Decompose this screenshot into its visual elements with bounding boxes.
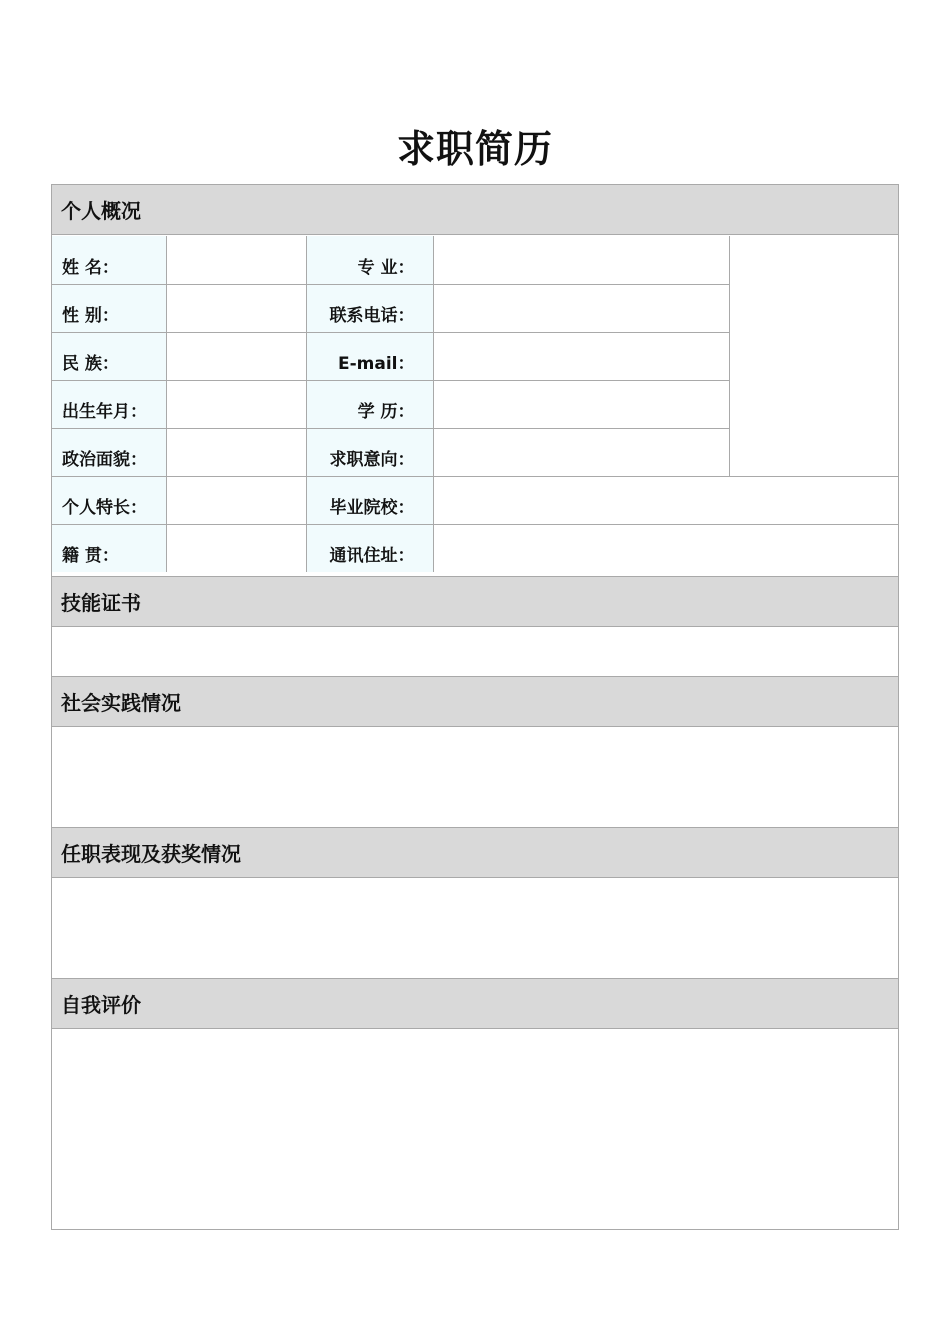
section-header-skills: 技能证书	[52, 576, 898, 627]
field-birth[interactable]	[166, 380, 306, 428]
field-objective[interactable]	[433, 428, 729, 476]
photo-box[interactable]	[729, 236, 898, 476]
section-body-practice[interactable]	[52, 727, 898, 828]
field-ethnicity[interactable]	[166, 332, 306, 380]
label-name: 姓 名：	[52, 236, 166, 284]
field-hometown[interactable]	[166, 524, 306, 572]
section-body-awards[interactable]	[52, 878, 898, 979]
label-hometown: 籍 贯：	[52, 524, 166, 572]
label-politics: 政治面貌：	[52, 428, 166, 476]
field-email[interactable]	[433, 332, 729, 380]
field-name[interactable]	[166, 236, 306, 284]
field-politics[interactable]	[166, 428, 306, 476]
field-gender[interactable]	[166, 284, 306, 332]
label-address: 通讯住址：	[306, 524, 433, 572]
label-specialty: 个人特长：	[52, 476, 166, 524]
field-phone[interactable]	[433, 284, 729, 332]
page-title: 求职简历	[396, 127, 553, 171]
label-education: 学 历：	[306, 380, 433, 428]
label-major: 专 业：	[306, 236, 433, 284]
resume-form	[51, 184, 899, 1230]
label-gender: 性 别：	[52, 284, 166, 332]
field-major[interactable]	[433, 236, 729, 284]
label-ethnicity: 民 族：	[52, 332, 166, 380]
field-education[interactable]	[433, 380, 729, 428]
label-school: 毕业院校：	[306, 476, 433, 524]
field-address[interactable]	[433, 524, 898, 572]
section-body-skills[interactable]	[52, 627, 898, 677]
section-header-self-eval: 自我评价	[52, 979, 898, 1029]
personal-info-table	[52, 236, 898, 572]
label-phone: 联系电话：	[306, 284, 433, 332]
section-header-practice: 社会实践情况	[52, 677, 898, 727]
field-specialty[interactable]	[166, 476, 306, 524]
section-header-personal: 个人概况	[52, 185, 898, 235]
label-objective: 求职意向：	[306, 428, 433, 476]
section-body-self-eval[interactable]	[52, 1029, 898, 1229]
label-birth: 出生年月：	[52, 380, 166, 428]
section-header-awards: 任职表现及获奖情况	[52, 828, 898, 878]
field-school[interactable]	[433, 476, 898, 524]
label-email: E-mail：	[306, 332, 433, 380]
